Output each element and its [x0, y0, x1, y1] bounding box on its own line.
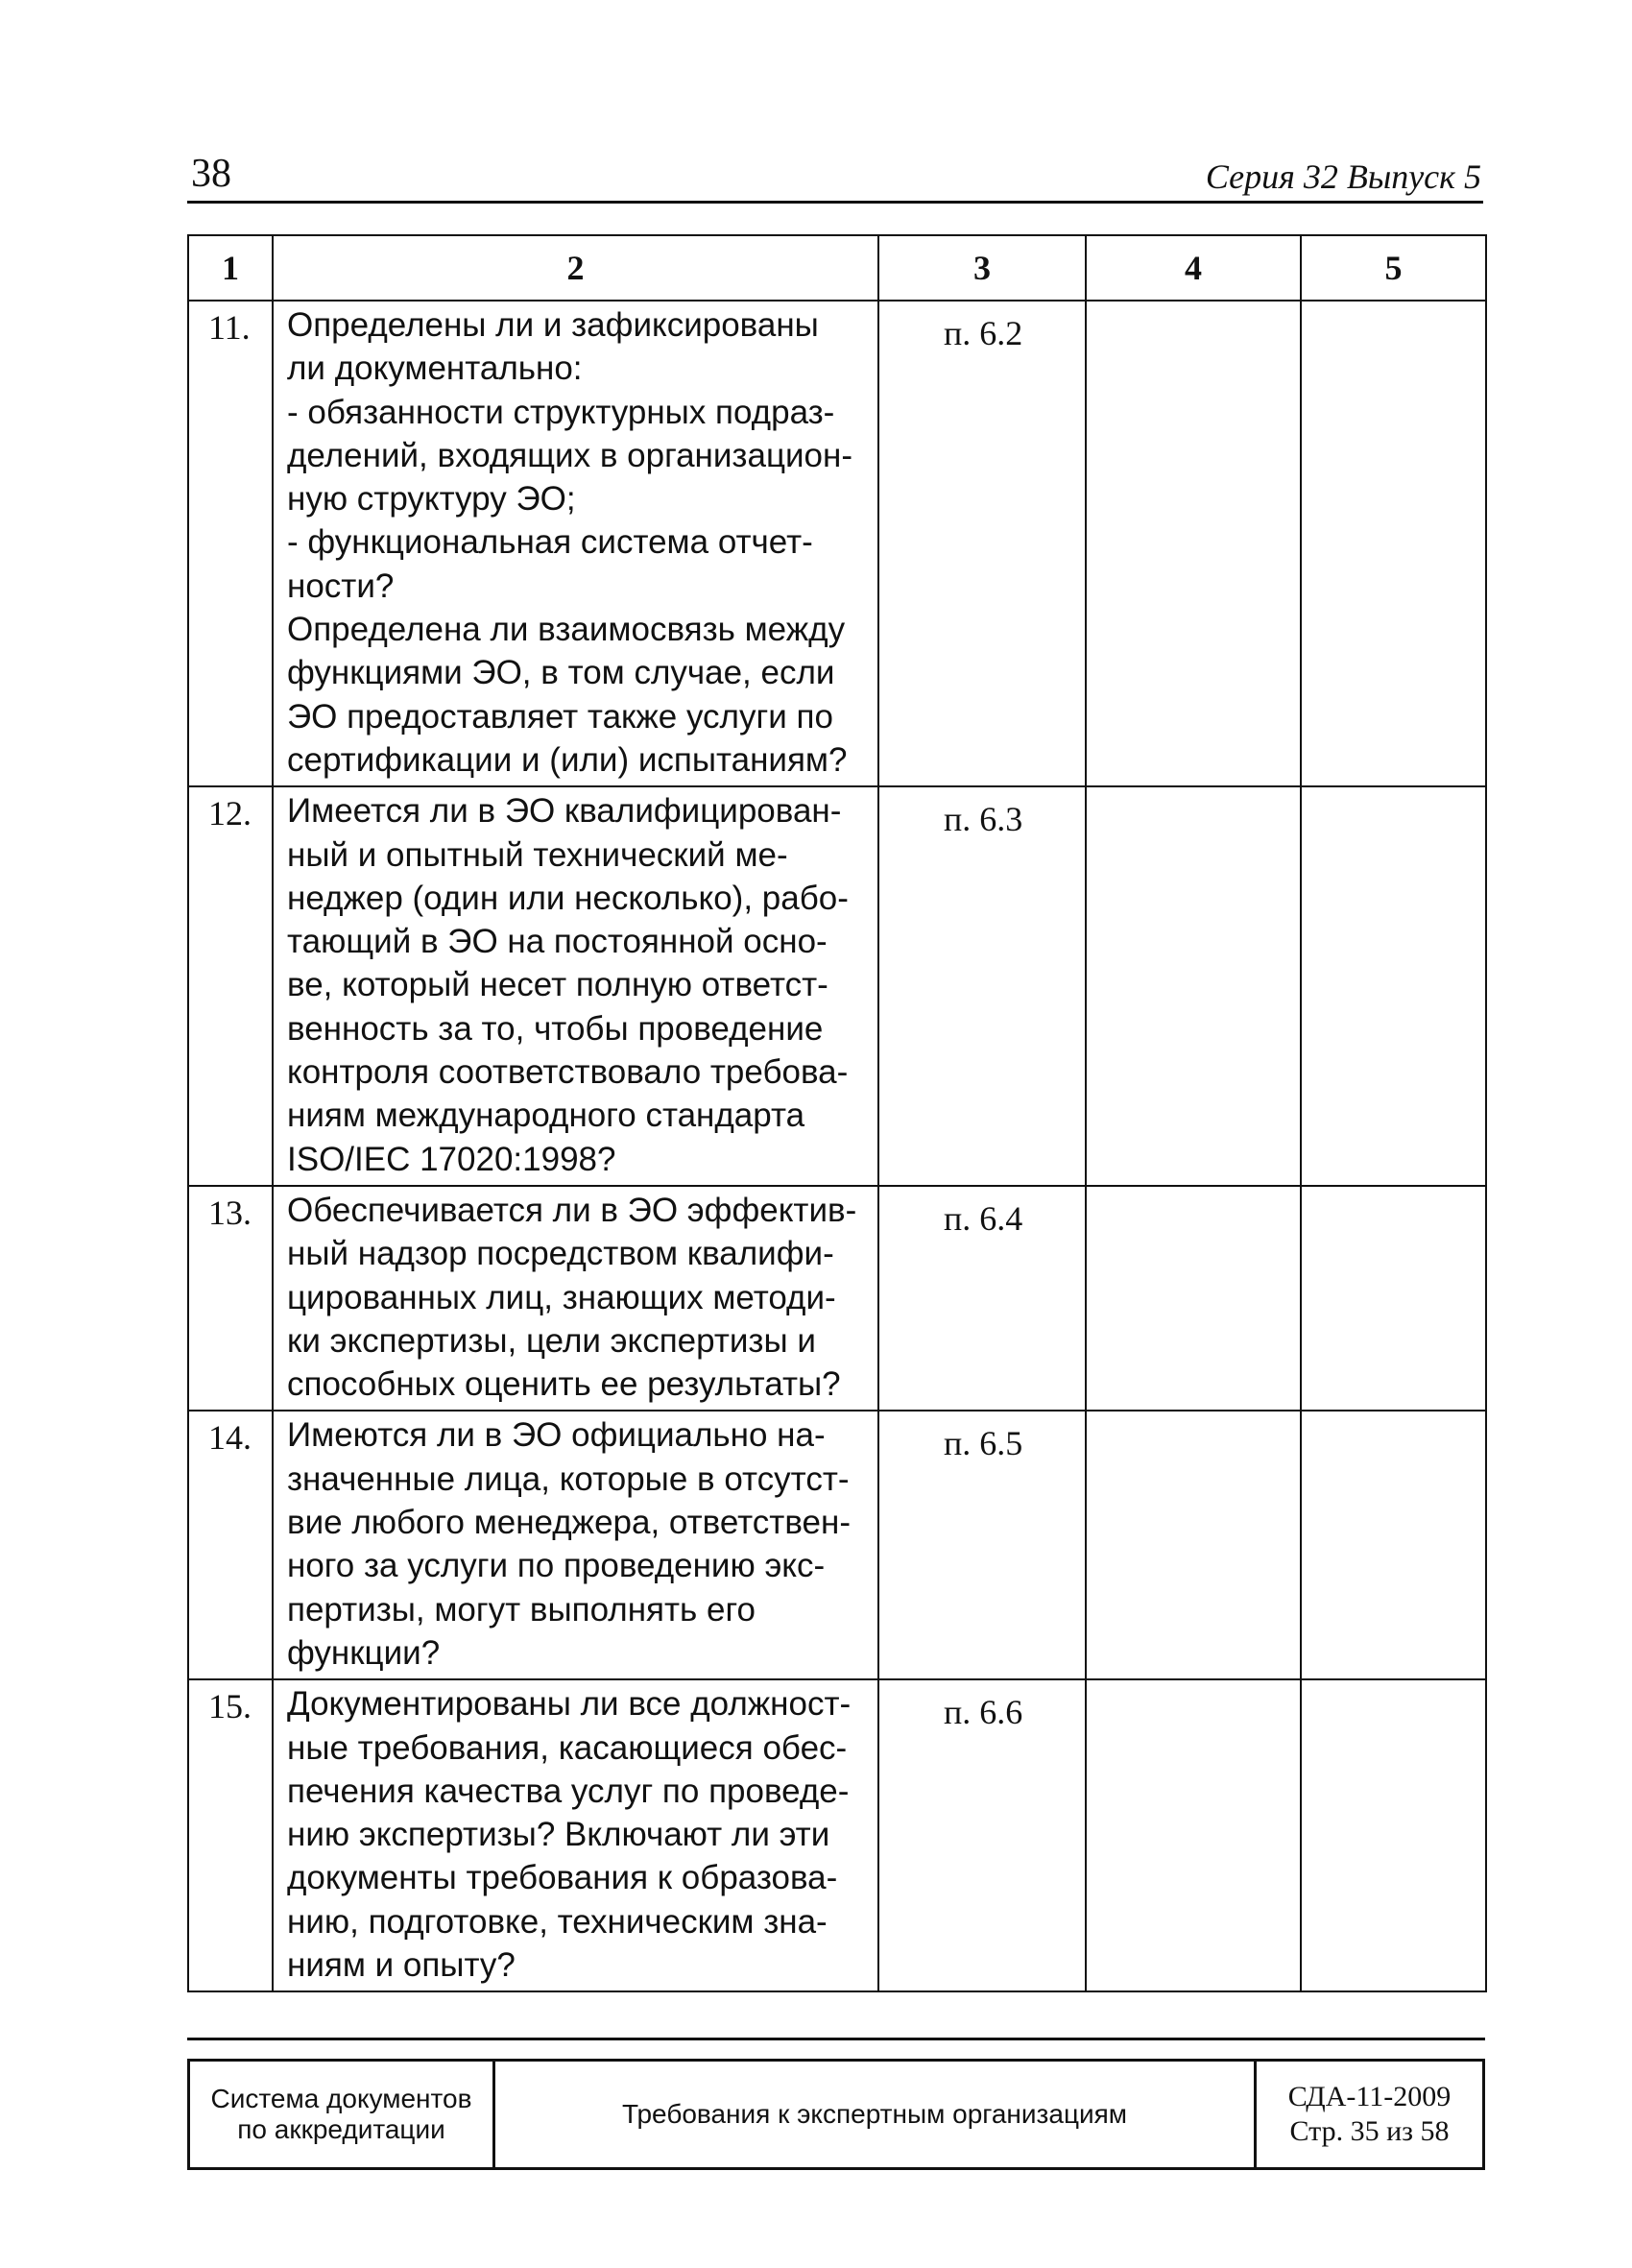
question-line: ки экспертизы, цели экспертизы и [287, 1321, 816, 1360]
footer-page-info: Стр. 35 из 58 [1289, 2115, 1450, 2147]
clause-reference: п. 6.5 [878, 1411, 1086, 1679]
question-cell [273, 786, 878, 1186]
notes-cell [1301, 1411, 1486, 1679]
question-line: ного за услуги по проведению экс- [287, 1547, 826, 1585]
question-line: ный и опытный технический ме- [287, 835, 788, 874]
footer-doc-cell [1257, 2062, 1482, 2167]
table-row [188, 1679, 1486, 1991]
question-line: ности? [287, 567, 395, 605]
notes-cell [1301, 1186, 1486, 1411]
question-line: печения качества услуг по проведе- [287, 1772, 850, 1810]
question-cell [273, 301, 878, 786]
question-line: делений, входящих в организацион- [287, 436, 852, 474]
question-line: неджер (один или несколько), рабо- [287, 879, 849, 917]
question-line: документы требования к образова- [287, 1859, 838, 1897]
table-row [188, 1411, 1486, 1679]
clause-reference: п. 6.4 [878, 1186, 1086, 1411]
row-number: 11. [188, 301, 273, 786]
question-line: венность за то, чтобы проведение [287, 1009, 824, 1048]
column-header: 5 [1301, 235, 1486, 301]
question-line: нию, подготовке, техническим зна- [287, 1902, 828, 1941]
question-line: Обеспечивается ли в ЭО эффектив- [287, 1191, 857, 1229]
question-line: Документированы ли все должност- [287, 1685, 852, 1724]
column-header: 1 [188, 235, 273, 301]
question-line: пертизы, могут выполнять его [287, 1590, 756, 1629]
question-line: ЭО предоставляет также услуги по [287, 697, 833, 736]
clause-reference: п. 6.6 [878, 1679, 1086, 1991]
row-number: 13. [188, 1186, 273, 1411]
assessment-cell [1086, 301, 1301, 786]
row-number: 14. [188, 1411, 273, 1679]
page-number: 38 [191, 152, 231, 196]
question-line: нию экспертизы? Включают ли эти [287, 1816, 830, 1854]
question-cell [273, 1679, 878, 1991]
question-line: контроля соответствовало требова- [287, 1053, 849, 1092]
checklist-table [187, 234, 1487, 1992]
question-line: Определены ли и зафиксированы [287, 306, 819, 344]
table-row [188, 1186, 1486, 1411]
assessment-cell [1086, 1679, 1301, 1991]
footer-system-line: по аккредитации [237, 2114, 445, 2144]
question-line: способных оценить ее результаты? [287, 1365, 841, 1404]
clause-reference: п. 6.3 [878, 786, 1086, 1186]
question-line: - обязанности структурных подраз- [287, 393, 835, 431]
question-line: тающий в ЭО на постоянной осно- [287, 923, 828, 961]
column-header: 2 [273, 235, 878, 301]
question-line: ные требования, касающиеся обес- [287, 1728, 848, 1767]
question-line: ный надзор посредством квалифи- [287, 1235, 834, 1273]
footer-box [187, 2059, 1485, 2170]
question-line: функции? [287, 1633, 441, 1672]
assessment-cell [1086, 1186, 1301, 1411]
footer-rule [187, 2038, 1485, 2040]
footer-system-cell [190, 2062, 495, 2167]
question-line: - функциональная система отчет- [287, 523, 813, 562]
row-number: 15. [188, 1679, 273, 1991]
page-header [187, 149, 1483, 204]
column-header: 3 [878, 235, 1086, 301]
notes-cell [1301, 1679, 1486, 1991]
table-row [188, 786, 1486, 1186]
question-line: функциями ЭО, в том случае, если [287, 654, 835, 692]
question-line: Определена ли взаимосвязь между [287, 611, 846, 649]
question-line: ли документально: [287, 350, 583, 388]
series-title: Серия 32 Выпуск 5 [1205, 157, 1481, 196]
table-header-row [188, 235, 1486, 301]
table-row [188, 301, 1486, 786]
row-number: 12. [188, 786, 273, 1186]
footer-doc-code: СДА-11-2009 [1287, 2081, 1452, 2112]
clause-reference: п. 6.2 [878, 301, 1086, 786]
question-line: цированных лиц, знающих методи- [287, 1278, 836, 1316]
footer-system-line: Система документов [210, 2084, 472, 2113]
question-line: ниям международного стандарта [287, 1097, 805, 1135]
question-line: ную структуру ЭО; [287, 480, 576, 519]
question-line: сертификации и (или) испытаниям? [287, 740, 848, 779]
question-line: ве, который несет полную ответст- [287, 966, 828, 1004]
assessment-cell [1086, 1411, 1301, 1679]
assessment-cell [1086, 786, 1301, 1186]
question-cell [273, 1186, 878, 1411]
question-cell [273, 1411, 878, 1679]
column-header: 4 [1086, 235, 1301, 301]
notes-cell [1301, 786, 1486, 1186]
question-line: ISO/IEC 17020:1998? [287, 1140, 616, 1178]
footer-title: Требования к экспертным организациям [495, 2062, 1257, 2167]
question-line: Имеются ли в ЭО официально на- [287, 1416, 826, 1455]
question-line: Имеется ли в ЭО квалифицирован- [287, 792, 842, 831]
question-line: ниям и опыту? [287, 1945, 516, 1984]
question-line: значенные лица, которые в отсутст- [287, 1460, 850, 1498]
notes-cell [1301, 301, 1486, 786]
question-line: вие любого менеджера, ответствен- [287, 1504, 851, 1542]
